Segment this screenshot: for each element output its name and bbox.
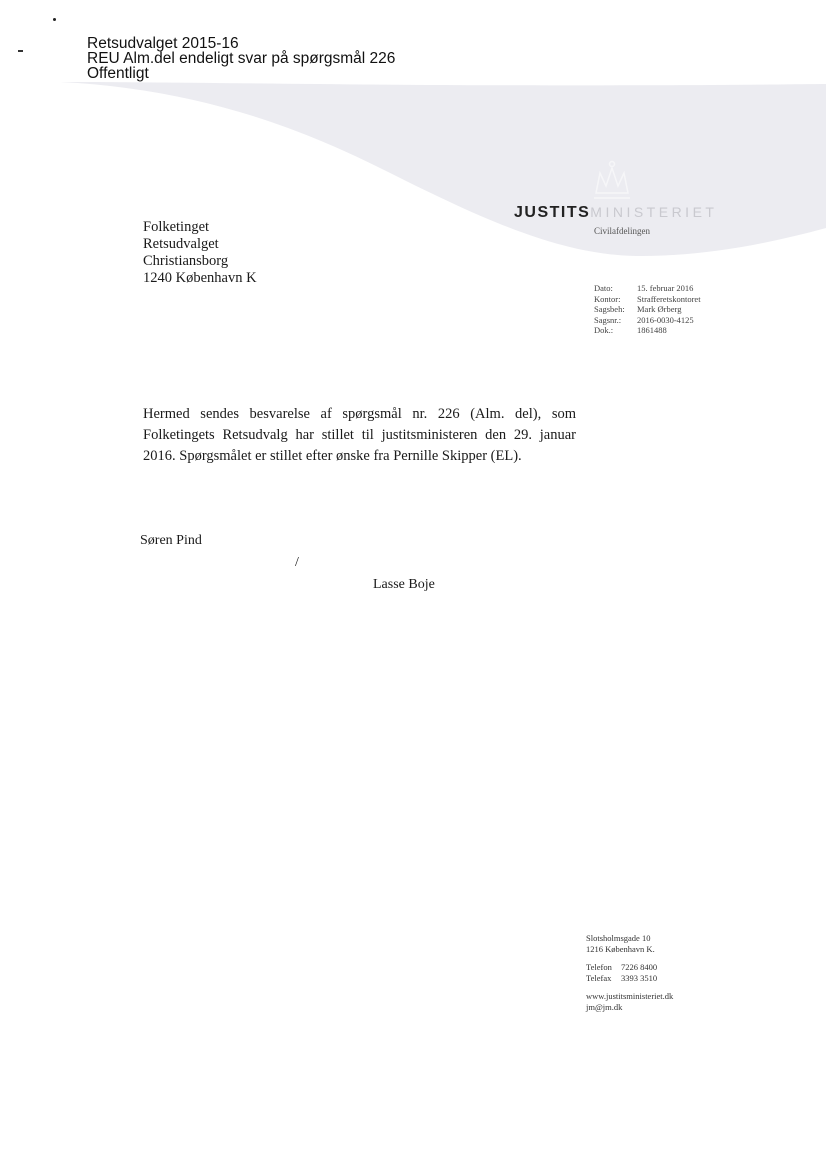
scan-mark — [18, 50, 23, 52]
recipient-line: 1240 København K — [143, 270, 257, 286]
ministry-logo — [514, 204, 717, 222]
meta-label: Kontor: — [594, 293, 621, 304]
meta-row-case-number — [594, 315, 701, 326]
logo-part-light: MINISTERIET — [590, 204, 718, 220]
footer-website: www.justitsministeriet.dk — [586, 991, 674, 1001]
meta-row-date — [594, 283, 701, 294]
recipient-line: Folketinget — [143, 219, 210, 235]
signatory-official: Lasse Boje — [373, 577, 435, 592]
footer-phone-row — [586, 962, 673, 973]
letterhead-swoosh — [0, 78, 826, 278]
meta-label: Sagsbeh: — [594, 304, 625, 314]
scan-speck — [53, 18, 56, 21]
recipient-line: Retsudvalget — [143, 236, 219, 252]
meta-value: 1861488 — [637, 325, 667, 335]
stamp-reference: REU Alm.del endeligt svar på spørgsmål 226 — [87, 50, 396, 67]
logo-part-bold: JUSTITS — [514, 204, 591, 221]
letter-metadata — [594, 283, 701, 336]
meta-label: Dok.: — [594, 325, 614, 335]
document-stamp — [87, 36, 395, 81]
footer-city: 1216 København K. — [586, 943, 655, 954]
stamp-status: Offentligt — [87, 65, 149, 82]
meta-row-case-officer — [594, 304, 701, 315]
contact-footer — [586, 933, 673, 1020]
footer-street: Slotsholmsgade 10 — [586, 933, 651, 943]
meta-row-office — [594, 294, 701, 305]
fax-number: 3393 3510 — [621, 972, 658, 983]
meta-value: 2016-0030-4125 — [637, 314, 694, 325]
phone-label: Telefon — [586, 962, 612, 972]
meta-row-document — [594, 325, 701, 336]
meta-value: Strafferetskontoret — [637, 293, 701, 304]
department-name: Civilafdelingen — [594, 226, 650, 236]
footer-email: jm@jm.dk — [586, 1001, 623, 1012]
meta-value: Mark Ørberg — [637, 304, 682, 314]
fax-label: Telefax — [586, 972, 612, 983]
stamp-committee: Retsudvalget 2015-16 — [87, 35, 239, 52]
meta-value: 15. februar 2016 — [637, 283, 694, 293]
signature-separator: / — [295, 555, 299, 570]
signatory-minister: Søren Pind — [140, 533, 202, 548]
letter-body: Hermed sendes besvarelse af spørgsmål nr. 226 (Alm. del), som Folketingets Retsudvalg har stillet til justitsministeren den 29. januar 2016. Spørgsmålet er stillet efter ønske fra Pernille Skipper (EL). — [143, 406, 576, 464]
recipient-address — [143, 219, 257, 287]
meta-label: Dato: — [594, 283, 613, 293]
recipient-line: Christiansborg — [143, 253, 229, 269]
meta-label: Sagsnr.: — [594, 314, 622, 325]
phone-number: 7226 8400 — [621, 962, 658, 972]
footer-fax-row — [586, 973, 673, 984]
